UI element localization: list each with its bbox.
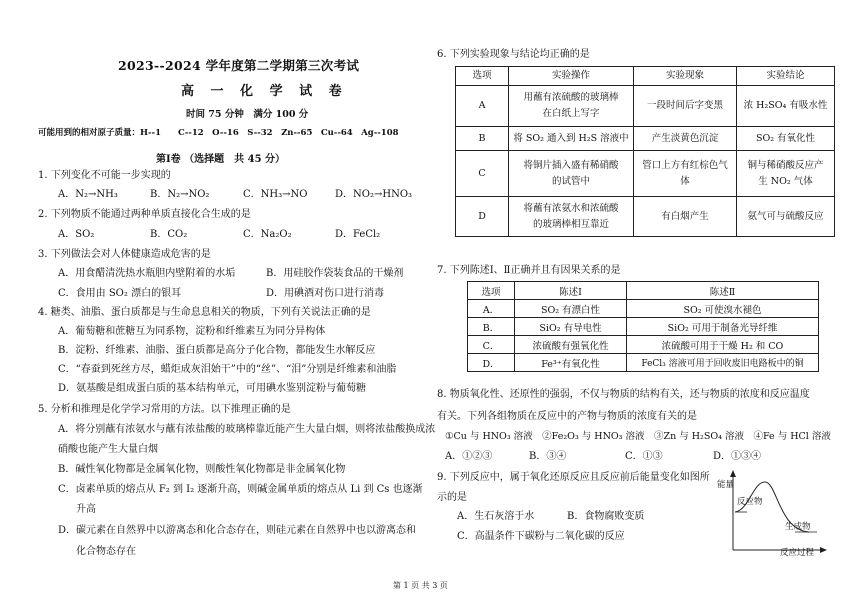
table-cell: A bbox=[456, 86, 509, 127]
table-cell: SO₂ 可使溴水褪色 bbox=[627, 300, 819, 318]
time-score: 时间 75 分钟 满分 100 分 bbox=[186, 109, 309, 120]
q6-table bbox=[455, 66, 835, 237]
q8-option-d: D．①③④ bbox=[713, 451, 762, 462]
axis-arrow-x bbox=[820, 547, 827, 553]
q9-option-b: B．食物腐败变质 bbox=[567, 511, 645, 522]
table-cell: SiO₂ 可用于制备光导纤维 bbox=[627, 318, 819, 336]
table-cell: SO₂ 有氧化性 bbox=[737, 127, 835, 151]
q3-option-c: C．食用由 SO₂ 漂白的银耳 bbox=[58, 288, 182, 299]
q9-option-a: A．生石灰溶于水 bbox=[457, 511, 535, 522]
energy-label: 能量 bbox=[717, 480, 735, 490]
q3-stem: 3. 下列做法会对人体健康造成危害的是 bbox=[38, 249, 211, 260]
table-cell: 浓 H₂SO₄ 有吸水性 bbox=[737, 86, 835, 127]
q8-items: ①Cu 与 HNO₃ 溶液 ②Fe₂O₃ 与 HNO₃ 溶液 ③Zn 与 H₂SO₄ 溶液 ④Fe 与 HCl 溶液 bbox=[445, 431, 831, 442]
q1-stem: 1. 下列变化不可能一步实现的 bbox=[38, 170, 171, 181]
table-header-cell: 陈述Ⅱ bbox=[627, 282, 819, 300]
q1-option-b: B．N₂→NO₂ bbox=[150, 189, 210, 200]
q2-option-d: D．FeCl₂ bbox=[335, 229, 381, 240]
table-cell: SO₂ 有漂白性 bbox=[515, 300, 627, 318]
table-cell: D bbox=[456, 197, 509, 237]
q8-stem-cont: 有关。下列各组物质在反应中的产物与物质的浓度有关的是 bbox=[437, 411, 697, 422]
table-row bbox=[468, 300, 819, 318]
q6-stem: 6. 下列实验现象与结论均正确的是 bbox=[437, 49, 590, 60]
axis-arrow-y bbox=[730, 470, 736, 477]
q2-option-a: A．SO₂ bbox=[58, 229, 95, 240]
table-cell: A． bbox=[468, 300, 515, 318]
q1-option-d: D．NO₂→HNO₃ bbox=[335, 189, 413, 200]
q8-option-b: B．③④ bbox=[529, 451, 567, 462]
table-cell: 将蘸有浓氨水和浓硫酸 的玻璃棒相互靠近 bbox=[509, 197, 634, 237]
q5-option-d-cont: 化合物态存在 bbox=[76, 546, 136, 557]
table-cell: 管口上方有红棕色气 体 bbox=[634, 151, 737, 197]
table-row bbox=[456, 197, 835, 237]
q4-option-d: D．氨基酸是组成蛋白质的基本结构单元，可用碘水鉴别淀粉与葡萄糖 bbox=[58, 383, 367, 394]
q3-option-a: A．用食醋清洗热水瓶胆内壁附着的水垢 bbox=[58, 268, 236, 279]
q5-option-c-cont: 升高 bbox=[76, 504, 96, 515]
table-header-cell: 实验现象 bbox=[634, 67, 737, 86]
section-heading: 第Ⅰ卷 （选择题 共 45 分） bbox=[156, 154, 286, 165]
q5-stem: 5. 分析和推理是化学学习常用的方法。以下推理正确的是 bbox=[38, 404, 291, 415]
table-cell: B bbox=[456, 127, 509, 151]
table-header-cell: 陈述Ⅰ bbox=[515, 282, 627, 300]
q2-option-c: C．Na₂O₂ bbox=[243, 229, 292, 240]
q3-option-b: B．用硅胶作袋装食品的干燥剂 bbox=[266, 268, 404, 279]
q8-stem: 8. 物质氧化性、还原性的强弱，不仅与物质的结构有关，还与物质的浓度和反应温度 bbox=[437, 389, 810, 400]
table-header-cell: 选项 bbox=[468, 282, 515, 300]
q3-option-d: D．用碘酒对伤口进行消毒 bbox=[266, 288, 385, 299]
table-row bbox=[456, 151, 835, 197]
q2-option-b: B．CO₂ bbox=[150, 229, 188, 240]
q5-option-a: A．将分别蘸有浓氨水与蘸有浓盐酸的玻璃棒靠近能产生大量白烟，则将浓盐酸换成浓 bbox=[58, 424, 436, 435]
q5-option-a-cont: 硝酸也能产生大量白烟 bbox=[58, 444, 158, 455]
table-header-cell: 实验操作 bbox=[509, 67, 634, 86]
q9-stem: 9. 下列反应中，属于氧化还原反应且反应前后能量变化如图所 bbox=[437, 472, 710, 483]
q2-stem: 2. 下列物质不能通过两种单质直接化合生成的是 bbox=[38, 209, 251, 220]
q8-option-c: C．①③ bbox=[625, 451, 663, 462]
reactant-label: 反应物 bbox=[737, 497, 763, 507]
q1-option-c: C．NH₃→NO bbox=[243, 189, 308, 200]
table-row bbox=[456, 127, 835, 151]
table-row bbox=[468, 354, 819, 372]
table-cell: 一段时间后字变黑 bbox=[634, 86, 737, 127]
reaction-process-label: 反应过程 bbox=[780, 548, 815, 558]
q1-option-a: A．N₂→NH₃ bbox=[58, 189, 118, 200]
q4-option-b: B．淀粉、纤维素、油脂、蛋白质都是高分子化合物，都能发生水解反应 bbox=[58, 345, 376, 356]
exam-title: 2023--2024 学年度第二学期第三次考试 bbox=[118, 58, 360, 73]
table-cell: 浓硫酸有强氧化性 bbox=[515, 336, 627, 354]
q7-table bbox=[467, 281, 819, 372]
table-cell: D． bbox=[468, 354, 515, 372]
q7-stem: 7. 下列陈述Ⅰ、Ⅱ正确并且有因果关系的是 bbox=[437, 265, 621, 276]
exam-subtitle: 高 一 化 学 试 卷 bbox=[181, 84, 348, 99]
table-cell: 产生淡黄色沉淀 bbox=[634, 127, 737, 151]
table-header-row bbox=[468, 282, 819, 300]
table-cell: 用蘸有浓硫酸的玻璃棒 在白纸上写字 bbox=[509, 86, 634, 127]
q4-stem: 4. 糖类、油脂、蛋白质都是与生命息息相关的物质，下列有关说法正确的是 bbox=[38, 307, 371, 318]
table-cell: 将铜片插入盛有稀硝酸 的试管中 bbox=[509, 151, 634, 197]
product-label: 生成物 bbox=[785, 522, 811, 532]
table-cell: FeCl₃ 溶液可用于回收废旧电路板中的铜 bbox=[627, 354, 819, 372]
table-cell: Fe³⁺有氧化性 bbox=[515, 354, 627, 372]
table-cell: SiO₂ 有导电性 bbox=[515, 318, 627, 336]
q4-option-a: A．葡萄糖和蔗糖互为同系物，淀粉和纤维素互为同分异构体 bbox=[58, 326, 326, 337]
q5-option-d: D．碳元素在自然界中以游离态和化合态存在，则硅元素在自然界中也以游离态和 bbox=[58, 525, 417, 536]
table-cell: 铜与稀硝酸反应产 生 NO₂ 气体 bbox=[737, 151, 835, 197]
table-header-cell: 选项 bbox=[456, 67, 509, 86]
q5-option-b: B．碱性氧化物都是金属氧化物，则酸性氧化物都是非金属氧化物 bbox=[58, 464, 346, 475]
table-row bbox=[468, 318, 819, 336]
table-cell: 有白烟产生 bbox=[634, 197, 737, 237]
table-cell: 浓硫酸可用于干燥 H₂ 和 CO bbox=[627, 336, 819, 354]
table-cell: 将 SO₂ 通入到 H₂S 溶液中 bbox=[509, 127, 634, 151]
page-footer: 第 1 页 共 3 页 bbox=[393, 581, 448, 590]
table-header-cell: 实验结论 bbox=[737, 67, 835, 86]
q4-option-c: C．“春蚕到死丝方尽，蜡炬成灰泪始干”中的“丝”、“泪”分别是纤维素和油脂 bbox=[58, 364, 397, 375]
table-row bbox=[456, 86, 835, 127]
q9-option-c: C．高温条件下碳粉与二氧化碳的反应 bbox=[457, 531, 625, 542]
table-cell: B． bbox=[468, 318, 515, 336]
table-cell: C． bbox=[468, 336, 515, 354]
table-header-row bbox=[456, 67, 835, 86]
table-row bbox=[468, 336, 819, 354]
atomic-masses: 可能用到的相对原子质量：H--1 C--12 O--16 S--32 Zn--65 Cu--64 Ag--108 bbox=[38, 128, 399, 138]
q9-stem-cont: 示的是 bbox=[437, 492, 467, 503]
table-cell: C bbox=[456, 151, 509, 197]
q5-option-c: C．卤素单质的熔点从 F₂ 到 I₂ 逐渐升高，则碱金属单质的熔点从 Li 到 Cs 也逐渐 bbox=[58, 484, 423, 495]
table-cell: 氨气可与硫酸反应 bbox=[737, 197, 835, 237]
q8-option-a: A．①②③ bbox=[445, 451, 493, 462]
